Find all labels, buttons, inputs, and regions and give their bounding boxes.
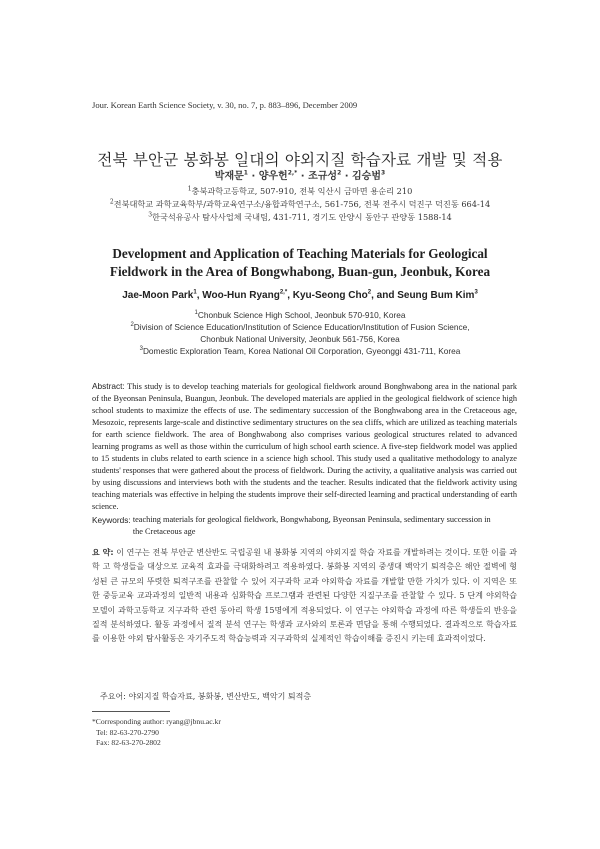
affiliation-text: Chonbuk National University, Jeonbuk 561-756, Korea bbox=[200, 334, 400, 344]
affiliation-sup: 3 bbox=[148, 211, 153, 219]
affiliation-text: 전북대학교 과학교육학부/과학교육연구소/융합과학연구소, 561-756, 전북 전주시 덕진구 덕진동 664-14 bbox=[113, 199, 491, 209]
korean-keywords-label: 주요어: bbox=[100, 692, 126, 701]
author-sup: 1 bbox=[243, 169, 248, 177]
english-authors bbox=[0, 290, 600, 301]
english-title-line: Development and Application of Teaching Materials for Geological bbox=[112, 246, 488, 261]
author-separator: , and bbox=[371, 290, 398, 301]
author-name: 양우헌 bbox=[258, 171, 288, 182]
author-name: 박재문 bbox=[214, 171, 244, 182]
affiliation-sup: 3 bbox=[139, 346, 143, 353]
author-name: Kyu-Seong Cho bbox=[292, 290, 368, 301]
english-affiliation bbox=[0, 309, 600, 321]
author-name: 조규성 bbox=[308, 171, 338, 182]
corresponding-author-footnote bbox=[92, 717, 221, 749]
abstract-label: Abstract: bbox=[92, 381, 125, 391]
author-sup: 3 bbox=[474, 289, 478, 296]
affiliation-text: Chonbuk Science High School, Jeonbuk 570-910, Korea bbox=[197, 310, 406, 320]
author-name: Seung Bum Kim bbox=[397, 290, 475, 301]
korean-abstract bbox=[92, 546, 517, 647]
corresponding-fax: Fax: 82-63-270-2802 bbox=[96, 738, 161, 748]
affiliation-sup: 2 bbox=[109, 198, 114, 206]
author-sup: 2 bbox=[337, 169, 342, 177]
journal-citation: Jour. Korean Earth Science Society, v. 30, no. 7, p. 883–896, December 2009 bbox=[92, 100, 358, 110]
korean-keywords bbox=[100, 691, 311, 702]
abstract bbox=[92, 380, 517, 513]
author-sup: 3 bbox=[381, 169, 386, 177]
korean-affiliation bbox=[0, 199, 600, 210]
affiliation-text: 한국석유공사 탐사사업체 국내팀, 431-711, 경기도 안양시 동안구 관양동 1588-14 bbox=[152, 212, 452, 222]
english-affiliation bbox=[0, 345, 600, 357]
affiliation-text: Division of Science Education/Institution of Science Education/Institution of Fusion Science, bbox=[133, 322, 470, 332]
english-affiliation bbox=[0, 321, 600, 345]
affiliation-sup: 1 bbox=[187, 185, 192, 193]
author-separator: · bbox=[341, 171, 353, 182]
footnote-divider bbox=[92, 711, 170, 712]
korean-affiliation bbox=[0, 186, 600, 197]
author-sup: 2 bbox=[367, 289, 372, 296]
author-separator: , bbox=[196, 290, 203, 301]
affiliation-sup: 2 bbox=[130, 322, 134, 329]
korean-abstract-label: 요 약: bbox=[92, 548, 114, 557]
author-sup: 2,* bbox=[287, 169, 298, 177]
affiliation-text: Domestic Exploration Team, Korea National Oil Corporation, Gyeonggi 431-711, Korea bbox=[142, 346, 461, 356]
english-title-line: Fieldwork in the Area of Bongwhabong, Buan-gun, Jeonbuk, Korea bbox=[109, 264, 491, 279]
korean-authors bbox=[0, 167, 600, 182]
author-name: Jae-Moon Park bbox=[122, 290, 194, 301]
author-name: Woo-Hun Ryang bbox=[202, 290, 280, 301]
keywords-label: Keywords: bbox=[92, 515, 131, 525]
author-name: 김승범 bbox=[352, 171, 381, 182]
corresponding-tel: Tel: 82-63-270-2790 bbox=[96, 727, 159, 737]
keywords bbox=[92, 514, 517, 538]
english-title bbox=[0, 245, 600, 281]
author-separator: , bbox=[287, 290, 293, 301]
korean-affiliation bbox=[0, 212, 600, 223]
corresponding-email: *Corresponding author: ryang@jbnu.ac.kr bbox=[92, 717, 221, 726]
author-separator: · bbox=[297, 171, 309, 182]
abstract-text: This study is to develop teaching materials for geological fieldwork around Bonghwabong area in the national park of the Byeonsan Peninsula, Buangun, Jeonbuk. The developed materials are applied in the geological fieldwork of science high school students to maximize the effects of use. The sedimentary succession of the Bonghwabong area in the Cretaceous age, Mesozoic, represents large-scale and distinctive sedimentary structures on the sea cliffs, which are utilized as teaching materials for earth science fieldwork. The area of Bonghwabong also comprises various geological structures related to advanced learning programs as well as those within the curriculum of high school earth science. A five-step fieldwork model was applied to 15 students in clubs related to earth science in a science high school. This study used a qualitative methodology to analyze students' responses that were gathered about the process of fieldwork. During the activity, a qualitative analysis was carried out by using discussions and interviews both with the students and the teacher. Results indicated that the fieldwork activity using teaching materials was effective in helping the students improve their self-directed learning and practical understanding of earth science. bbox=[92, 382, 517, 511]
author-sup: 1 bbox=[193, 289, 197, 296]
korean-keywords-text: 야외지질 학습자료, 봉화봉, 변산반도, 백악기 퇴적층 bbox=[128, 692, 312, 701]
affiliation-text: 충북과학고등학교, 507-910, 전북 익산시 금마면 용순리 210 bbox=[191, 186, 413, 196]
korean-abstract-text: 이 연구는 전북 부안군 변산반도 국립공원 내 봉화봉 지역의 야외지질 학습 자료를 개발하려는 것이다. 또한 이를 과학 고 학생들을 대상으로 교육적 효과를 극대화하려고 적용하였다. 봉화봉 지역의 중생대 백악기 퇴적층은 해안 절벽에 형성된 큰 규모의 뚜렷한 퇴적구조를 관찰할 수 있어 지구과학 교과 야외학습 자료를 개발할 만한 가치가 있다. 이 지역은 또한 중등교육 교과과정의 일반적 내용과 심화학습 프로그램과 관련된 다양한 지질구조를 관찰할 수 있다. 5 단계 야외학습 모델이 과학고등학교 지구과학 관련 동아리 학생 15명에게 적용되었다. 이 연구는 야외학습 과정에 따른 학생들의 반응을 질적 분석하였다. 활동 과정에서 질적 분석 연구는 학생과 교사와의 토론과 면담을 통해 수행되었다. 결과적으로 학습자료를 이용한 야외 탐사활동은 자기주도적 학습능력과 지구과학의 실제적인 학습이해를 증진시 키는데 효과적이었다. bbox=[92, 548, 517, 644]
keywords-text: teaching materials for geological fieldwork, Bongwhabong, Byeonsan Peninsula, sedimentary succession in the Cretaceous age bbox=[132, 515, 491, 536]
author-separator: · bbox=[247, 171, 259, 182]
korean-title: 전북 부안군 봉화봉 일대의 야외지질 학습자료 개발 및 적용 bbox=[97, 151, 503, 169]
affiliation-sup: 1 bbox=[194, 310, 198, 317]
author-sup: 2,* bbox=[279, 289, 288, 296]
